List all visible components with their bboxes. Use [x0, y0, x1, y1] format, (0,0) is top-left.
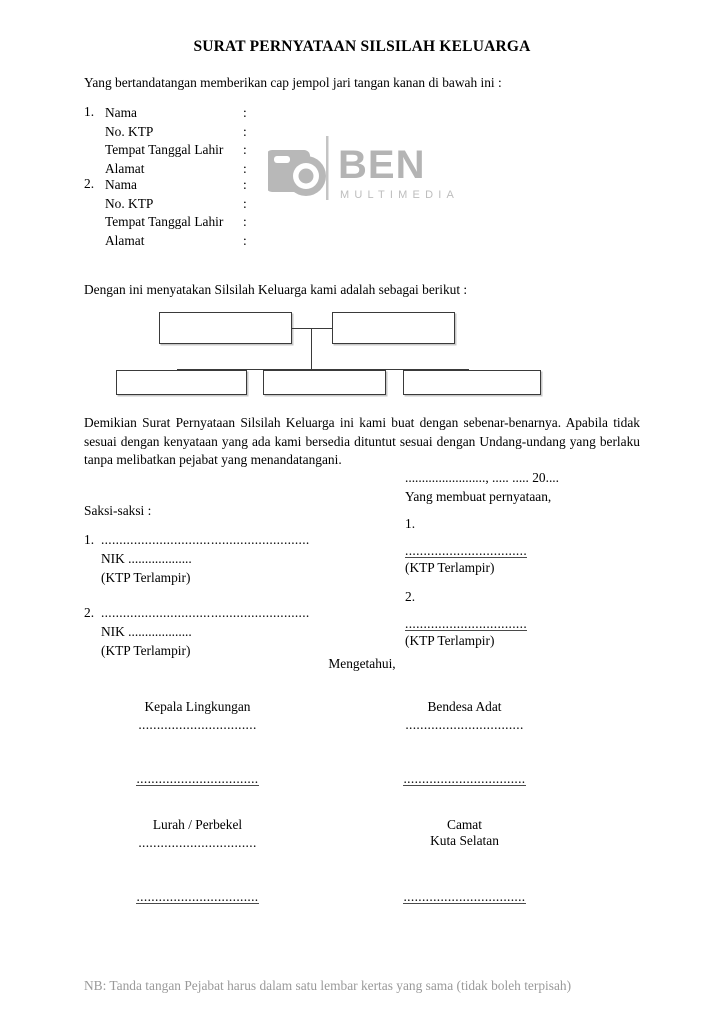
- declarant-ktp-note: (KTP Terlampir): [405, 633, 495, 648]
- tree-box-child-3[interactable]: [403, 370, 541, 395]
- official-block-kepala-lingkungan: [120, 699, 275, 786]
- knowing-label: Mengetahui,: [328, 656, 396, 671]
- official-title: Camat: [447, 817, 482, 832]
- statement-intro-text: Dengan ini menyatakan Silsilah Keluarga kami adalah sebagai berikut :: [84, 282, 468, 297]
- closing-paragraph: Demikian Surat Pernyataan Silsilah Keluarga ini kami buat dengan sebenar-benarnya. Apabila tidak sesuai dengan kenyataan yang ada kami bersedia dituntut sesuai dengan Undang-undang yang berlaku tanpa melibatkan pejabat yang menandatangani.: [84, 415, 640, 468]
- place-date-line[interactable]: ........................, ..... ..... 20....: [405, 470, 559, 485]
- official-name-line[interactable]: [387, 891, 542, 904]
- field-colon: :: [243, 160, 247, 176]
- official-block-camat: [387, 817, 542, 904]
- official-block-lurah-perbekel: [120, 817, 275, 904]
- official-name-line[interactable]: [120, 773, 275, 786]
- field-label: No. KTP: [105, 195, 154, 211]
- declarant-ktp-note: (KTP Terlampir): [405, 560, 495, 575]
- witness-name-dots[interactable]: ..............................: [101, 605, 211, 620]
- official-name-dots: .................................: [403, 771, 526, 786]
- official-title: Bendesa Adat: [427, 699, 502, 714]
- field-label: No. KTP: [105, 123, 154, 139]
- person-number: 2.: [84, 176, 95, 191]
- official-block-bendesa-adat: [387, 699, 542, 786]
- field-label: Alamat: [105, 232, 145, 248]
- witness-nik[interactable]: NIK ...................: [101, 551, 192, 566]
- field-colon: :: [243, 214, 247, 230]
- tree-box-child-1[interactable]: [116, 370, 247, 395]
- official-name-line[interactable]: [120, 891, 275, 904]
- official-title-dots[interactable]: ................................: [405, 717, 524, 732]
- nb-footer-note: NB: Tanda tangan Pejabat harus dalam satu lembar kertas yang sama (tidak boleh terpisah): [84, 978, 572, 993]
- field-colon: :: [243, 177, 247, 192]
- declarant-number: 2.: [405, 589, 416, 604]
- official-name-dots: .................................: [403, 889, 526, 904]
- declarant-sign-dots[interactable]: .................................: [405, 616, 528, 631]
- witness-ktp-note: (KTP Terlampir): [101, 643, 191, 658]
- field-colon: :: [243, 195, 247, 211]
- field-label: Nama: [105, 105, 137, 120]
- tree-box-parent-2[interactable]: [332, 312, 455, 344]
- tree-box-parent-1[interactable]: [159, 312, 292, 344]
- field-label: Tempat Tanggal Lahir: [105, 214, 224, 230]
- svg-text:MULTIMEDIA: MULTIMEDIA: [340, 189, 460, 201]
- person-number: 1.: [84, 104, 95, 119]
- page-title: SURAT PERNYATAAN SILSILAH KELUARGA: [193, 38, 531, 55]
- declarant-sign-dots[interactable]: .................................: [405, 543, 528, 558]
- declarant-number: 1.: [405, 516, 416, 531]
- witness-name-dots[interactable]: ..............................: [101, 532, 211, 547]
- witness-heading: Saksi-saksi :: [84, 503, 152, 518]
- tree-connector-vertical-main: [311, 328, 312, 369]
- witness-sign-dots[interactable]: ...........................: [211, 532, 310, 547]
- witness-number: 1.: [84, 532, 95, 547]
- official-name-line[interactable]: [387, 773, 542, 786]
- tree-connector-parents: [292, 328, 332, 329]
- official-title: Lurah / Perbekel: [152, 817, 243, 832]
- intro-text: Yang bertandatangan memberikan cap jempol jari tangan kanan di bawah ini :: [84, 75, 502, 90]
- official-title: Kepala Lingkungan: [144, 699, 251, 714]
- tree-box-child-2[interactable]: [263, 370, 386, 395]
- witness-number: 2.: [84, 605, 95, 620]
- official-subtitle: Kuta Selatan: [430, 833, 499, 848]
- field-colon: :: [243, 123, 247, 139]
- field-label: Alamat: [105, 160, 145, 176]
- witness-ktp-note: (KTP Terlampir): [101, 570, 191, 585]
- field-label: Tempat Tanggal Lahir: [105, 142, 224, 158]
- witness-nik[interactable]: NIK ...................: [101, 624, 192, 639]
- field-colon: :: [243, 105, 247, 120]
- witness-sign-dots[interactable]: ...........................: [211, 605, 310, 620]
- field-colon: :: [243, 142, 247, 158]
- family-tree-diagram: [0, 305, 724, 400]
- official-title-dots[interactable]: ................................: [138, 717, 257, 732]
- svg-text:BEN: BEN: [338, 143, 426, 187]
- made-by-label: Yang membuat pernyataan,: [405, 489, 552, 504]
- field-label: Nama: [105, 177, 137, 192]
- field-colon: :: [243, 232, 247, 248]
- official-title-dots[interactable]: ................................: [138, 835, 257, 850]
- official-name-dots: .................................: [136, 889, 259, 904]
- official-name-dots: .................................: [136, 771, 259, 786]
